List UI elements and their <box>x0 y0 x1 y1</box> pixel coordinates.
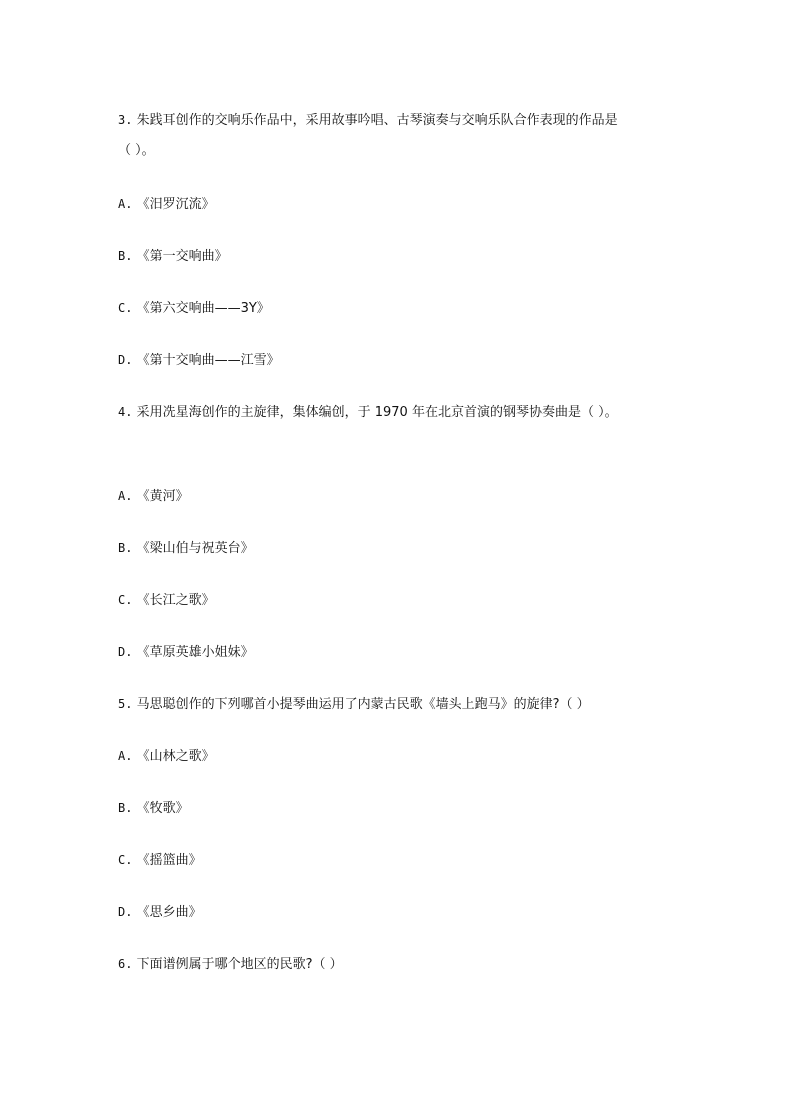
option-b <box>118 799 189 818</box>
option-d <box>118 903 202 922</box>
option-text: 《黄河》 <box>136 489 189 504</box>
question-text: 下面谱例属于哪个地区的民歌?（ ） <box>136 957 343 972</box>
option-text: 《长江之歌》 <box>136 593 215 608</box>
question-3 <box>118 111 618 130</box>
option-letter: B. <box>118 249 133 263</box>
question-number: 4. <box>118 405 133 419</box>
option-letter: A. <box>118 489 133 503</box>
option-text: 《梁山伯与祝英台》 <box>136 541 254 556</box>
option-text: 《山林之歌》 <box>136 749 215 764</box>
option-a <box>118 487 189 506</box>
question-4 <box>118 403 618 422</box>
question-number: 6. <box>118 957 133 971</box>
question-text: 采用冼星海创作的主旋律，集体编创，于 1970 年在北京首演的钢琴协奏曲是（ ）。 <box>136 405 618 420</box>
question-text: 朱践耳创作的交响乐作品中，采用故事吟唱、古琴演奏与交响乐队合作表现的作品是 <box>136 113 618 128</box>
answer-blank: （ ）。 <box>118 143 155 158</box>
option-text: 《摇篮曲》 <box>136 853 202 868</box>
question-3-continuation <box>118 142 155 160</box>
option-letter: D. <box>118 905 133 919</box>
option-d <box>118 351 280 370</box>
question-number: 3. <box>118 113 133 127</box>
option-letter: D. <box>118 353 133 367</box>
option-text: 《汨罗沉流》 <box>136 197 215 212</box>
option-a <box>118 195 215 214</box>
question-6 <box>118 955 343 974</box>
option-text: 《第十交响曲——江雪》 <box>136 353 280 368</box>
question-5 <box>118 695 590 714</box>
option-text: 《牧歌》 <box>136 801 189 816</box>
option-letter: B. <box>118 541 133 555</box>
question-text: 马思聪创作的下列哪首小提琴曲运用了内蒙古民歌《墙头上跑马》的旋律?（ ） <box>136 697 590 712</box>
option-b <box>118 247 228 266</box>
option-letter: C. <box>118 853 133 867</box>
option-letter: D. <box>118 645 133 659</box>
option-text: 《草原英雄小姐妹》 <box>136 645 254 660</box>
option-text: 《第一交响曲》 <box>136 249 228 264</box>
option-c <box>118 851 202 870</box>
option-letter: B. <box>118 801 133 815</box>
option-letter: A. <box>118 197 133 211</box>
option-text: 《第六交响曲——3Y》 <box>136 301 270 316</box>
option-c <box>118 299 270 318</box>
option-letter: C. <box>118 301 133 315</box>
option-b <box>118 539 254 558</box>
option-letter: C. <box>118 593 133 607</box>
option-c <box>118 591 215 610</box>
option-a <box>118 747 215 766</box>
question-number: 5. <box>118 697 133 711</box>
option-d <box>118 643 254 662</box>
option-text: 《思乡曲》 <box>136 905 202 920</box>
option-letter: A. <box>118 749 133 763</box>
